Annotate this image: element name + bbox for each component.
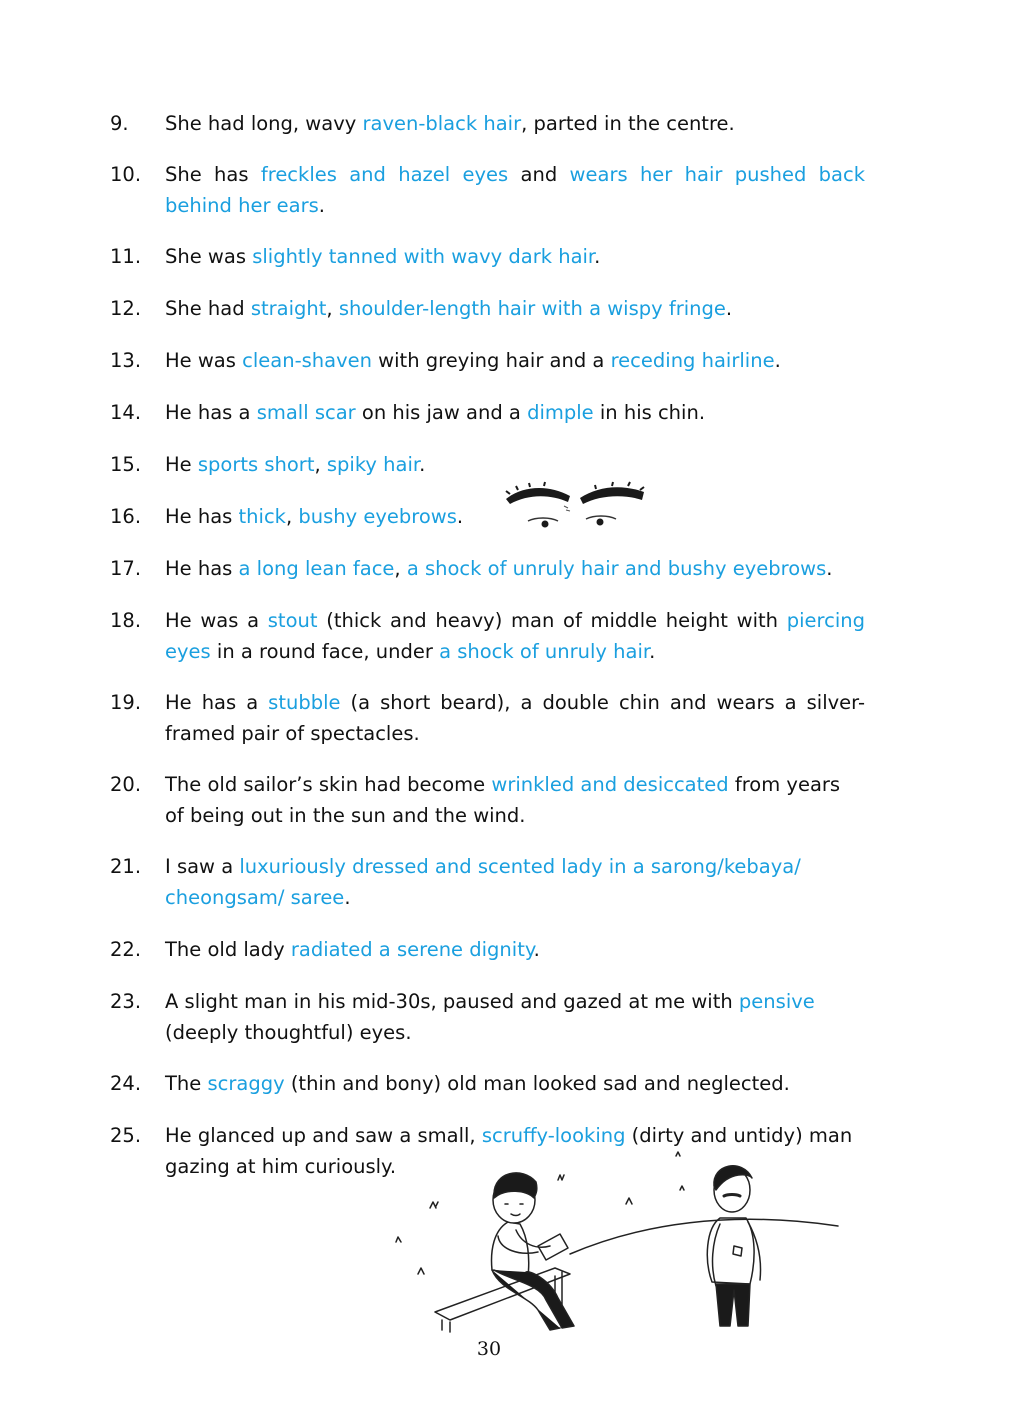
text-segment: He glanced up and saw a small, bbox=[165, 1124, 482, 1147]
text-segment: He has a bbox=[165, 691, 269, 714]
text-segment: She had long, wavy bbox=[165, 112, 363, 135]
highlighted-phrase: stout bbox=[267, 609, 318, 632]
text-segment: She was bbox=[165, 245, 253, 268]
boy-and-man-illustration bbox=[390, 1150, 850, 1335]
highlighted-phrase: piercing eyes bbox=[165, 609, 865, 663]
item-number: 16. bbox=[110, 505, 142, 528]
item-number: 12. bbox=[110, 297, 142, 320]
item-number: 9. bbox=[110, 112, 129, 135]
text-segment: . bbox=[456, 505, 464, 528]
text-segment: . bbox=[649, 640, 656, 663]
highlighted-phrase: bushy eyebrows bbox=[298, 505, 457, 528]
text-segment: (thin and bony) old man looked sad and neglected. bbox=[284, 1072, 790, 1095]
text-segment: She had bbox=[165, 297, 251, 320]
text-segment: (a short beard), a double chin and wears a silver-framed pair of spectacles. bbox=[165, 691, 865, 745]
page-number: 30 bbox=[476, 1338, 502, 1360]
text-segment: A slight man in his mid-30s, paused and gazed at me with bbox=[165, 990, 739, 1013]
item-text bbox=[165, 108, 865, 139]
highlighted-phrase: spiky hair bbox=[326, 453, 420, 476]
highlighted-phrase: straight bbox=[250, 297, 327, 320]
text-segment: She has bbox=[165, 163, 261, 186]
highlighted-phrase: clean-shaven bbox=[242, 349, 372, 372]
item-text bbox=[165, 449, 865, 480]
text-segment: I saw a bbox=[165, 855, 240, 878]
highlighted-phrase: freckles and hazel eyes bbox=[260, 163, 509, 186]
item-number: 21. bbox=[110, 855, 142, 878]
highlighted-phrase: a long lean face bbox=[238, 557, 395, 580]
item-number: 25. bbox=[110, 1124, 142, 1147]
highlighted-phrase: luxuriously dressed and scented lady in a sarong/kebaya/ cheongsam/ saree bbox=[165, 855, 801, 909]
text-segment: on his jaw and a bbox=[355, 401, 528, 424]
text-segment: and bbox=[508, 163, 570, 186]
highlighted-phrase: a shock of unruly hair and bushy eyebrows bbox=[406, 557, 827, 580]
highlighted-phrase: a shock of unruly hair bbox=[439, 640, 650, 663]
text-segment: with greying hair and a bbox=[371, 349, 611, 372]
item-number: 20. bbox=[110, 773, 142, 796]
item-number: 14. bbox=[110, 401, 142, 424]
text-segment: . bbox=[725, 297, 733, 320]
item-text bbox=[165, 986, 865, 1048]
item-text bbox=[165, 934, 865, 965]
item-number: 17. bbox=[110, 557, 142, 580]
item-number: 23. bbox=[110, 990, 142, 1013]
highlighted-phrase: slightly tanned with wavy dark hair bbox=[252, 245, 595, 268]
text-segment: . bbox=[774, 349, 781, 372]
highlighted-phrase: stubble bbox=[268, 691, 341, 714]
item-number: 13. bbox=[110, 349, 142, 372]
text-segment: (deeply thoughtful) eyes. bbox=[165, 1021, 412, 1044]
highlighted-phrase: scraggy bbox=[207, 1072, 285, 1095]
highlighted-phrase: scruffy-looking bbox=[481, 1124, 626, 1147]
text-segment: (dirty and untidy) man gazing at him curiously. bbox=[165, 1124, 853, 1178]
text-segment: The old lady bbox=[165, 938, 291, 961]
text-segment: from years of being out in the sun and the wind. bbox=[165, 773, 841, 827]
text-segment: in his chin. bbox=[593, 401, 706, 424]
highlighted-phrase: small scar bbox=[256, 401, 356, 424]
item-text bbox=[165, 293, 865, 324]
text-segment: He has bbox=[165, 505, 239, 528]
item-text bbox=[165, 1068, 865, 1099]
item-text bbox=[165, 687, 865, 749]
text-segment: , bbox=[326, 297, 339, 320]
item-text bbox=[165, 851, 865, 913]
highlighted-phrase: pensive bbox=[738, 990, 815, 1013]
highlighted-phrase: sports short bbox=[197, 453, 315, 476]
text-segment: . bbox=[344, 886, 351, 909]
item-text bbox=[165, 769, 865, 831]
text-segment: The old sailor’s skin had become bbox=[165, 773, 492, 796]
highlighted-phrase: thick bbox=[238, 505, 286, 528]
item-text bbox=[165, 159, 865, 221]
item-number: 22. bbox=[110, 938, 142, 961]
highlighted-phrase: radiated a serene dignity bbox=[290, 938, 534, 961]
item-number: 19. bbox=[110, 691, 142, 714]
item-text bbox=[165, 605, 865, 667]
text-segment: in a round face, under bbox=[210, 640, 440, 663]
highlighted-phrase: raven-black hair bbox=[362, 112, 522, 135]
text-segment: He was bbox=[165, 349, 243, 372]
item-text bbox=[165, 345, 865, 376]
text-segment: , bbox=[314, 453, 327, 476]
text-segment: , bbox=[394, 557, 407, 580]
highlighted-phrase: dimple bbox=[527, 401, 594, 424]
item-number: 11. bbox=[110, 245, 142, 268]
text-segment: He was a bbox=[165, 609, 268, 632]
text-segment: The bbox=[165, 1072, 208, 1095]
item-text bbox=[165, 553, 865, 584]
highlighted-phrase: shoulder-length hair with a wispy fringe bbox=[338, 297, 726, 320]
text-segment: He bbox=[165, 453, 198, 476]
item-number: 18. bbox=[110, 609, 142, 632]
item-number: 24. bbox=[110, 1072, 142, 1095]
text-segment: , parted in the centre. bbox=[521, 112, 735, 135]
highlighted-phrase: wrinkled and desiccated bbox=[491, 773, 729, 796]
text-segment: (thick and heavy) man of middle height with bbox=[317, 609, 787, 632]
highlighted-phrase: wears her hair pushed back behind her ears bbox=[165, 163, 865, 217]
text-segment: He has a bbox=[165, 401, 257, 424]
item-text bbox=[165, 241, 865, 272]
text-segment: . bbox=[419, 453, 426, 476]
item-text bbox=[165, 397, 865, 428]
text-segment: He has bbox=[165, 557, 239, 580]
text-segment: . bbox=[318, 194, 325, 217]
text-segment: . bbox=[533, 938, 540, 961]
item-number: 15. bbox=[110, 453, 142, 476]
eyebrows-illustration bbox=[500, 480, 650, 535]
text-segment: , bbox=[285, 505, 299, 528]
text-segment: . bbox=[594, 245, 601, 268]
item-number: 10. bbox=[110, 163, 142, 186]
highlighted-phrase: receding hairline bbox=[610, 349, 775, 372]
text-segment: . bbox=[826, 557, 833, 580]
